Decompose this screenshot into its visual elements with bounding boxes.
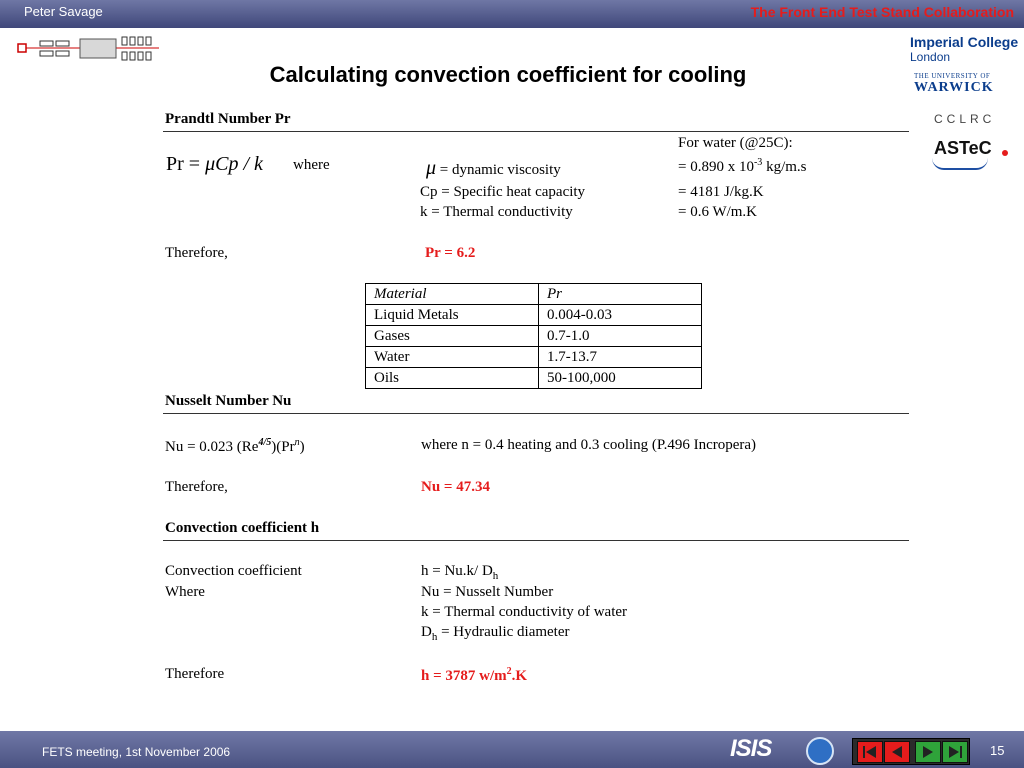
astec-swoosh-icon [932,158,988,170]
convection-therefore: Therefore [165,666,225,682]
table-cell: 0.004-0.03 [539,305,702,326]
first-slide-button[interactable] [857,741,883,763]
cclrc-logo: CCLRC [934,112,996,126]
convection-result-exp: 2 [506,666,512,677]
page-number: 15 [990,743,1005,758]
slide-navigation [852,738,970,765]
prandtl-formula [166,153,263,176]
prandtl-formula-lhs: Pr = [166,153,206,175]
imperial-logo-line1: Imperial College [910,34,1019,50]
previous-slide-button[interactable] [884,741,910,763]
convection-label: Convection coefficient [165,563,302,579]
warwick-logo-line2: WARWICK [914,80,994,95]
cp-value: = 4181 J/kg.K [678,184,764,200]
nusselt-formula-a: Nu = 0.023 (Re [165,439,259,455]
nusselt-therefore: Therefore, [165,479,228,495]
convection-heading: Convection coefficient h [165,520,320,536]
isis-emblem-icon [806,737,834,765]
astec-dot-icon [1002,150,1008,156]
table-cell: Oils [366,368,539,389]
prandtl-result: Pr = 6.2 [425,245,476,261]
isis-logo: ISIS [730,735,772,762]
convection-formula [421,563,498,582]
mu-value-suffix: kg/m.s [762,159,807,175]
cp-definition: Cp = Specific heat capacity [420,184,586,200]
k-definition: k = Thermal conductivity [420,204,573,220]
dh-definition [421,624,570,643]
table-header-cell: Pr [539,284,702,305]
convection-result-a: h = 3787 w/m [421,668,507,684]
mu-symbol: μ [426,157,437,179]
table-cell: Liquid Metals [366,305,539,326]
nusselt-formula-c: ) [299,439,305,455]
nusselt-formula-exp1: 4/5 [258,437,272,448]
prandtl-where: where [293,157,330,173]
table-cell: 50-100,000 [539,368,702,389]
nusselt-formula-b: )(Pr [271,439,295,455]
table-header-cell: Material [366,284,539,305]
prandtl-therefore: Therefore, [165,245,228,261]
beamline-diagram-icon [14,34,164,64]
mu-definition [426,157,561,180]
table-cell: 1.7-13.7 [539,347,702,368]
top-bar [0,0,1024,28]
dh-def-text: = Hydraulic diameter [437,624,570,640]
last-slide-button[interactable] [942,741,968,763]
table-row [366,326,702,347]
astec-logo: ASTeC [934,138,992,158]
presenter-name: Peter Savage [24,4,103,19]
warwick-logo-line1: THE UNIVERSITY OF [914,72,991,80]
nu-definition: Nu = Nusselt Number [421,584,554,600]
collaboration-name: The Front End Test Stand Collaboration [750,4,1014,20]
table-row [366,347,702,368]
nusselt-formula-exp2: n [294,437,300,448]
nusselt-condition: where n = 0.4 heating and 0.3 cooling (P.496 Incropera) [421,437,757,453]
meeting-info: FETS meeting, 1st November 2006 [42,745,231,759]
table-cell: Gases [366,326,539,347]
imperial-logo-line2: London [910,50,951,64]
nusselt-result: Nu = 47.34 [421,479,490,495]
dh-symbol: D [421,624,432,640]
table-row [366,305,702,326]
mu-value-prefix: = 0.890 x 10 [678,159,754,175]
mu-value-exp: -3 [753,157,763,168]
water-note: For water (@25C): [678,135,793,151]
prandtl-heading: Prandtl Number Pr [165,111,291,127]
nusselt-heading: Nusselt Number Nu [165,393,292,409]
mu-value [678,157,807,176]
table-cell: Water [366,347,539,368]
forward-icon [916,742,940,762]
k-water-definition: k = Thermal conductivity of water [421,604,628,620]
section-divider [163,131,909,132]
prandtl-formula-rhs: μCp / k [205,153,263,175]
bottom-bar [0,731,1024,768]
convection-formula-a: h = Nu.k/ D [421,563,493,579]
table-row [366,368,702,389]
convection-result [421,666,527,685]
convection-where: Where [165,584,205,600]
section-divider [163,540,909,541]
prandtl-table [365,283,702,389]
next-slide-button[interactable] [915,741,941,763]
skip-back-icon [858,742,882,762]
nusselt-formula [165,437,305,456]
convection-result-b: .K [511,668,528,684]
dh-subscript: h [431,631,438,643]
mu-def-text: = dynamic viscosity [436,162,561,178]
table-header-row [366,284,702,305]
convection-formula-sub: h [492,570,499,582]
table-cell: 0.7-1.0 [539,326,702,347]
section-divider [163,413,909,414]
skip-forward-icon [943,742,967,762]
slide-title: Calculating convection coefficient for cooling [269,62,747,87]
back-icon [885,742,909,762]
k-value: = 0.6 W/m.K [678,204,758,220]
